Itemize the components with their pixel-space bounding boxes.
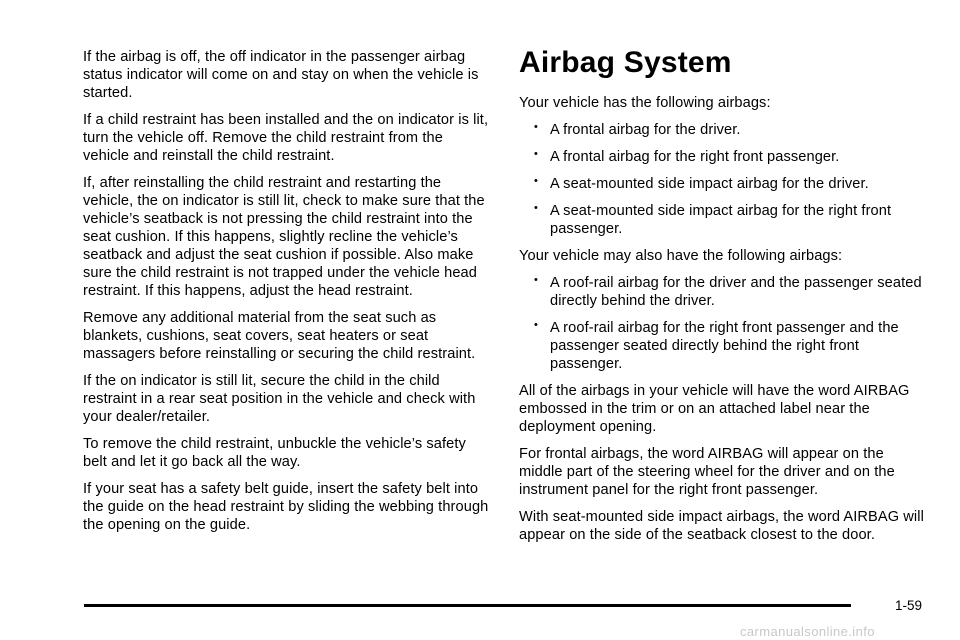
bullet-icon: • (534, 319, 538, 331)
paragraph-rear-seat: If the on indicator is still lit, secure the child in the child restraint in a rear seat position in the vehicle and check with your dealer/retailer. (83, 373, 476, 425)
page-number: 1-59 (895, 598, 923, 613)
list-item: • A frontal airbag for the driver. (519, 121, 929, 139)
optional-airbag-list (519, 274, 929, 373)
bullet-icon: • (534, 121, 538, 133)
right-column (519, 48, 929, 553)
list-item: • A frontal airbag for the right front passenger. (519, 148, 929, 166)
list-item: • A seat-mounted side impact airbag for the driver. (519, 175, 929, 193)
airbags-intro: Your vehicle has the following airbags: (519, 95, 771, 111)
paragraph-check-seatback: If, after reinstalling the child restraint and restarting the vehicle, the on indicator is still lit, check to make sure that the vehicle’s seatback is not pressing the child restraint into the seat cushion. If this happens, slightly recline the vehicle’s seatback and adjust the seat cushion if possible. Also make sure the child restraint is not trapped under the vehicle head restraint. If this happens, adjust the head restraint. (83, 175, 485, 299)
bullet-icon: • (534, 148, 538, 160)
paragraph-remove-restraint: To remove the child restraint, unbuckle the vehicle’s safety belt and let it go back all the way. (83, 436, 466, 470)
list-item: • A roof-rail airbag for the driver and the passenger seated directly behind the driver. (519, 274, 929, 310)
paragraph-on-indicator-lit: If a child restraint has been installed and the on indicator is lit, turn the vehicle off. Remove the child restraint from the vehicle and reinstall the child restraint. (83, 112, 489, 164)
airbag-list (519, 121, 929, 238)
bullet-icon: • (534, 175, 538, 187)
paragraph-remove-material: Remove any additional material from the seat such as blankets, cushions, seat covers, seat heaters or seat massagers before reinstalling or securing the child restraint. (83, 310, 476, 362)
paragraph-belt-guide: If your seat has a safety belt guide, insert the safety belt into the guide on the head restraint by sliding the webbing through the opening on the guide. (83, 481, 489, 533)
paragraph-frontal-marking: For frontal airbags, the word AIRBAG will appear on the middle part of the steering wheel for the driver and on the instrument panel for the right front passenger. (519, 446, 895, 498)
bullet-icon: • (534, 202, 538, 214)
optional-airbags-intro: Your vehicle may also have the following airbags: (519, 248, 843, 264)
list-item: • A roof-rail airbag for the right front passenger and the passenger seated directly behind the right front passenger. (519, 319, 929, 373)
watermark: carmanualsonline.info (740, 624, 875, 639)
paragraph-airbag-off: If the airbag is off, the off indicator in the passenger airbag status indicator will come on and stay on when the vehicle is started. (83, 49, 479, 101)
bullet-icon: • (534, 274, 538, 286)
footer-rule (84, 604, 851, 607)
paragraph-airbag-marking: All of the airbags in your vehicle will have the word AIRBAG embossed in the trim or on an attached label near the deployment opening. (519, 383, 910, 435)
list-item: • A seat-mounted side impact airbag for the right front passenger. (519, 202, 929, 238)
section-heading: Airbag System (519, 46, 732, 79)
left-column (83, 48, 491, 543)
paragraph-side-marking: With seat-mounted side impact airbags, the word AIRBAG will appear on the side of the seatback closest to the door. (519, 509, 924, 543)
